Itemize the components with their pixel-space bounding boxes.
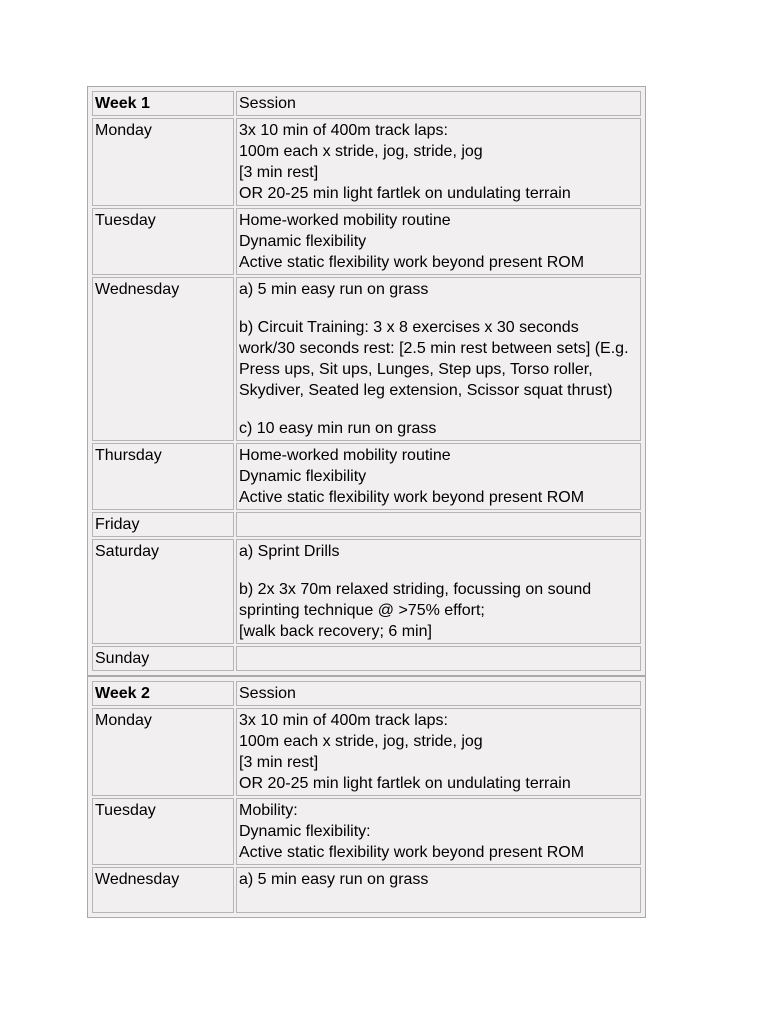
day-cell: Wednesday — [92, 277, 234, 441]
week-label: Week 2 — [92, 681, 234, 706]
blank-line — [239, 890, 638, 911]
week-2-schedule — [90, 679, 643, 915]
session-line: 100m each x stride, jog, stride, jog — [239, 143, 483, 160]
session-line: Dynamic flexibility — [239, 468, 367, 485]
day-cell: Tuesday — [92, 208, 234, 275]
session-cell — [236, 798, 641, 865]
session-cell — [236, 539, 641, 644]
session-line: Skydiver, Seated leg extension, Scissor squat thrust) — [239, 382, 613, 399]
session-line: a) 5 min easy run on grass — [239, 281, 429, 298]
session-line: OR 20-25 min light fartlek on undulating terrain — [239, 775, 571, 792]
session-line: 3x 10 min of 400m track laps: — [239, 122, 448, 139]
session-line: a) 5 min easy run on grass — [239, 871, 429, 888]
blank-line — [239, 648, 638, 669]
session-line: Active static flexibility work beyond present ROM — [239, 254, 585, 271]
session-line: [3 min rest] — [239, 754, 319, 771]
table-row — [92, 512, 641, 537]
table-header-row — [92, 681, 641, 706]
session-line: OR 20-25 min light fartlek on undulating terrain — [239, 185, 571, 202]
session-cell — [236, 708, 641, 796]
day-cell: Monday — [92, 708, 234, 796]
session-line: [3 min rest] — [239, 164, 319, 181]
blank-line — [239, 401, 638, 418]
week-label: Week 1 — [92, 91, 234, 116]
session-header: Session — [236, 91, 641, 116]
table-row — [92, 798, 641, 865]
session-line: c) 10 easy min run on grass — [239, 420, 437, 437]
session-line: Active static flexibility work beyond present ROM — [239, 844, 585, 861]
session-cell — [236, 443, 641, 510]
table-row — [92, 708, 641, 796]
week-1-table — [87, 86, 646, 676]
session-line: Mobility: — [239, 802, 298, 819]
session-line: Dynamic flexibility — [239, 233, 367, 250]
table-row — [92, 539, 641, 644]
table-row — [92, 118, 641, 206]
blank-line — [239, 514, 638, 535]
session-cell — [236, 118, 641, 206]
session-line: work/30 seconds rest: [2.5 min rest between sets] (E.g. — [239, 340, 629, 357]
session-header: Session — [236, 681, 641, 706]
session-line: 3x 10 min of 400m track laps: — [239, 712, 448, 729]
session-cell — [236, 208, 641, 275]
table-row — [92, 208, 641, 275]
session-cell — [236, 646, 641, 671]
session-line: b) 2x 3x 70m relaxed striding, focussing on sound — [239, 581, 592, 598]
day-cell: Thursday — [92, 443, 234, 510]
day-cell: Tuesday — [92, 798, 234, 865]
session-line: [walk back recovery; 6 min] — [239, 623, 432, 640]
session-line: 100m each x stride, jog, stride, jog — [239, 733, 483, 750]
session-line: sprinting technique @ >75% effort; — [239, 602, 485, 619]
table-row — [92, 277, 641, 441]
day-cell: Friday — [92, 512, 234, 537]
table-header-row — [92, 91, 641, 116]
week-1-schedule — [90, 89, 643, 673]
table-row — [92, 646, 641, 671]
session-line: Press ups, Sit ups, Lunges, Step ups, Torso roller, — [239, 361, 593, 378]
session-cell — [236, 512, 641, 537]
day-cell: Monday — [92, 118, 234, 206]
session-line: Active static flexibility work beyond present ROM — [239, 489, 585, 506]
table-row — [92, 443, 641, 510]
blank-line — [239, 562, 638, 579]
day-cell: Sunday — [92, 646, 234, 671]
day-cell: Wednesday — [92, 867, 234, 913]
session-line: a) Sprint Drills — [239, 543, 340, 560]
week-2-table — [87, 676, 646, 918]
session-cell — [236, 277, 641, 441]
blank-line — [239, 300, 638, 317]
session-line: Home-worked mobility routine — [239, 212, 451, 229]
session-cell — [236, 867, 641, 913]
session-line: b) Circuit Training: 3 x 8 exercises x 30 seconds — [239, 319, 579, 336]
session-line: Home-worked mobility routine — [239, 447, 451, 464]
table-row — [92, 867, 641, 913]
day-cell: Saturday — [92, 539, 234, 644]
session-line: Dynamic flexibility: — [239, 823, 371, 840]
